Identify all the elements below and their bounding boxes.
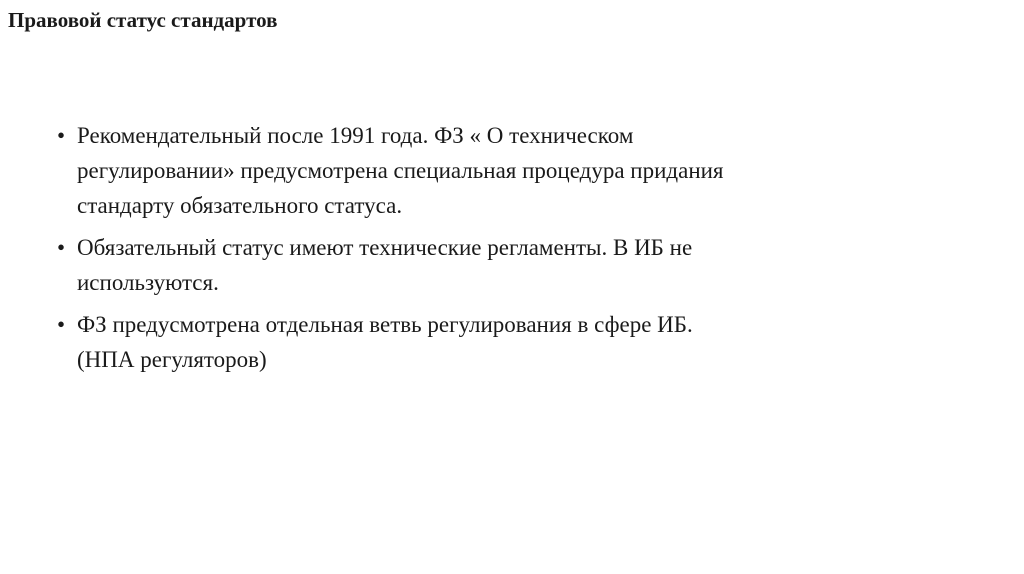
bullet-item [57, 118, 937, 223]
bullet-text [77, 118, 937, 223]
bullet-item [57, 230, 937, 300]
bullet-line: Обязательный статус имеют технические регламенты. В ИБ не [77, 235, 693, 260]
bullet-line: стандарту обязательного статуса. [77, 193, 403, 218]
bullet-list [57, 118, 937, 384]
bullet-icon: • [57, 123, 66, 148]
bullet-line: регулировании» предусмотрена специальная процедура придания [77, 158, 724, 183]
bullet-text [77, 230, 937, 300]
slide-title: Правовой статус стандартов [8, 8, 278, 32]
bullet-icon: • [57, 235, 66, 260]
bullet-line: Рекомендательный после 1991 года. ФЗ « О техническом [77, 123, 634, 148]
bullet-line: используются. [77, 270, 219, 295]
bullet-icon: • [57, 312, 66, 337]
bullet-line: (НПА регуляторов) [77, 347, 267, 372]
bullet-item [57, 307, 937, 377]
bullet-line: ФЗ предусмотрена отдельная ветвь регулирования в сфере ИБ. [77, 312, 693, 337]
bullet-text [77, 307, 937, 377]
